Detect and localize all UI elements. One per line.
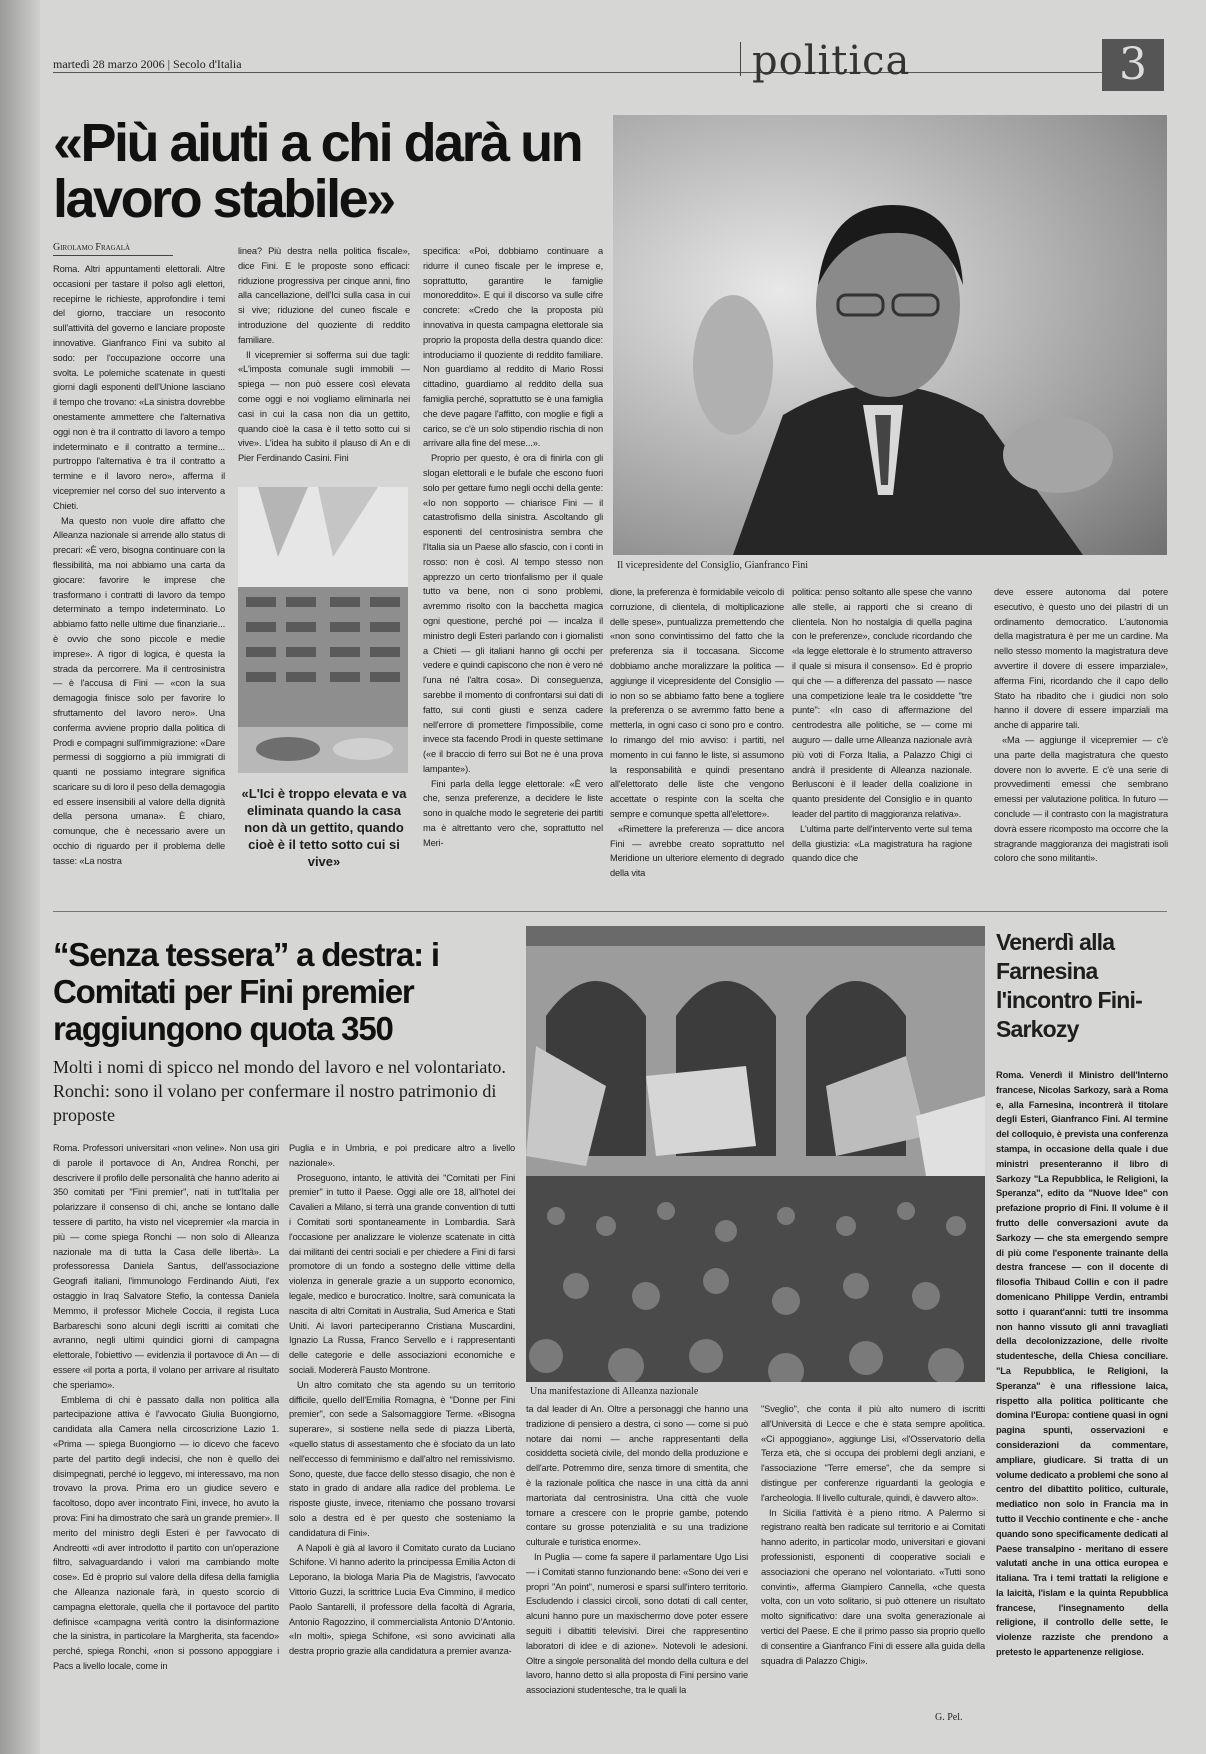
page-number: 3 [1102,39,1164,91]
date: martedì 28 marzo 2006 [53,57,165,71]
paragraph: In Puglia — come fa sapere il parlamentare Ugo Lisi — i Comitati stanno funzionando bene: «Sono dei veri e propri "An point", numerosi e sparsi sull'intero territorio. Escludendo i classici circoli, sono dotati di call center, alcuni hanno pure un maxischermo dove poter essere seguiti i dibattiti televisivi. Direi che rappresentino laboratori di idee e di azione». Notevoli le adesioni. Oltre a singole personalità del mondo della cultura e del lavoro, hanno detto sì alla proposta di Fini persino varie associazioni studentesche, tra le quali la [526,1551,748,1696]
paper-name: Secolo d'Italia [173,57,242,71]
article-column [761,1402,985,1707]
paragraph: Roma. Professori universitari «non veline». Non usa giri di parole il portavoce di An, Andrea Ronchi, per descrivere il profilo delle personalità che hanno aderito ai 350 comitati per "Fini premier", nati in tutt'Italia per polarizzare il consenso di chi, anche se lontano dalle tessere di partito, ha visto nel vicepremier «la marcia in più — come spiega Ronchi — non solo di Alleanza nazionale ma di tutta la Casa delle libertà». La professoressa Daniela Santus, dell'associazione Geografi italiani, l'immunologo Ferdinando Aiuti, l'ex ostaggio in Iraq Salvatore Stefio, la contessa Daniela Memmo, il professor Michele Coccia, il regista Luca Barbareschi sono alcuni degli iscritti ai comitati che avranno, negli ultimi quindici giorni di campagna elettorale, l'obiettivo — evidenzia il portavoce di An — di essere «il porta a porta, il volano per arrivare al risultato che speriamo». [53,1143,279,1390]
article-column [610,585,784,896]
byline: Girolamo Fragalà [53,242,173,256]
paragraph: dione, la preferenza è formidabile veicolo di corruzione, di clientela, di moltiplicazione delle spese», puntualizza premettendo che «non sono convintissimo del fatto che la preferenza sia il toccasana. Siccome dobbiamo anche moralizzare la politica — aggiunge il vicepresidente del Consiglio — io non so se abbiamo fatto bene a togliere la preferenza o se avremmo fatto bene a metterla, in ogni caso ci sono pro e contro. Io rimango del mio avviso: i partiti, nel momento in cui fanno le liste, si assumono la responsabilità e quindi presentano all'elettorato delle liste che vengono accettate o respinte con la scelta che sempre e comunque spetta all'elettore». [610,587,784,819]
photo-caption: Una manifestazione di Alleanza nazionale [530,1386,699,1397]
paragraph: «Ma — aggiunge il vicepremier — c'è una parte della magistratura che questo dovere non lo avverte. E c'è una serie di provvedimenti emessi che sembrano emessi per valutazione politica. In futuro — conclude — il contrasto con la magistratura dovrà essere ricomposto ma occorre che la stragrande maggioranza dei magistrati isoli coloro che sono militanti». [994,734,1168,864]
article-column [526,1402,748,1731]
paragraph: Roma. Altri appuntamenti elettorali. Altre occasioni per tastare il polso agli elettori, recepirne le richieste, approfondire i temi del giorno, tracciare un resoconto sull'attività del governo e lanciare proposte innovative. Gianfranco Fini va subito al sodo: per l'occupazione occorre una svolta. Le polemiche scatenate in questi giorni dagli esponenti dell'Unione lasciano il tempo che trovano: «La sinistra dovrebbe onestamente ammettere che l'alternativa oggi non è tra il contratto di lavoro a tempo indeterminato e il contratto a termine... purtroppo l'alternativa è tra il contratto a termine e il lavoro nero», afferma il vicepremier nel corso del suo intervento a Chieti. [53,264,225,511]
headline: «Più aiuti a chi darà un lavoro stabile» [53,113,582,229]
building-photo [238,487,408,773]
article-column [289,1141,515,1731]
paragraph: A Napoli è già al lavoro il Comitato curato da Luciano Schifone. Vi hanno aderito la principessa Emilia Acton di Leporano, la biologa Maria Pia de Magistris, l'avvocato Vittorio Guzzi, la scrittrice Lucia Eva Cimmino, il medico Paolo Santarelli, il professore della facoltà di Agraria, Antonio Ragozzino, il commercialista Antonio D'Antonio. «In molti», spiega Schifone, «si sono avvicinati alla destra proprio grazie alla candidatura a premier avanza- [289,1542,515,1657]
paragraph: In Sicilia l'attività è a pieno ritmo. A Palermo si registrano realtà ben radicate sul territorio e ai Comitati hanno aderito, in particolar modo, universitari e giovani professionisti, esponenti di cooperative sociali e associazioni che operano nel volontariato. «Tutti sono convinti», afferma Giampiero Cannella, «che questa volta, con un voto solitario, si può ottenere un risultato molto significativo: dare una svolta generazionale ai vertici del Paese. E che il primo passo sia proprio quello di consentire a Gianfranco Fini di essere alla guida della squadra di Palazzo Chigi». [761,1507,985,1666]
article-column [53,1141,279,1731]
fini-portrait-photo [613,115,1167,555]
sidebar-body [996,1068,1168,1680]
paragraph: "Sveglio", che conta il più alto numero di iscritti all'Università di Lecce e che è stata sempre apolitica. «Ci appoggiano», aggiunge Lisi, «l'Osservatorio della Terza età, che si occupa dei problemi degli anziani, e l'associazione "Terre emerse", che da sempre si distingue per conferenze riguardanti la geologia e l'archeologia. Il livello culturale, quindi, è davvero alto». [761,1404,985,1503]
paragraph: ta dal leader di An. Oltre a personaggi che hanno una tradizione di pensiero a destra, ci sono — come si può notare dai nomi — anche rappresentanti della cosiddetta società civile, del mondo della produzione e dell'arte. Potremmo dire, senza timore di smentita, che è la razionale politica che nasce in una città da anni martoriata dal centrosinistra. Una città che vuole tornare a crescere con le proprie gambe, potendo contare su grosse potenzialità e su una tradizione culturale e turistica enorme». [526,1404,748,1548]
paragraph: Roma. Venerdì il Ministro dell'Interno francese, Nicolas Sarkozy, sarà a Roma e, alla Farnesina, incontrerà il titolare degli Esteri, Gianfranco Fini. Al termine del colloquio, è prevista una conferenza stampa, in occasione della quale i due ministri presenteranno il libro di Sarkozy "La Repubblica, le Religioni, la Speranza", edito da "Nuove Idee" con prefazione proprio di Fini. Il volume è il frutto delle conversazioni avute da Sarkozy — che sta emergendo sempre di più come l'esponente trainante della destra francese — con il docente di filosofia Thibaud Collin e con il padre domenicano Philippe Verdin, entrambi sotto i quarant'anni: tutti tre insomma non hanno vissuto gli anni travagliati della decolonizzazione, delle rivolte studentesche, della Chiesa conciliare. "La Repubblica, le Religioni, la Speranza" è una riflessione laica, rispetto alla politica politicante che domina l'Europa: contiene quasi in ogni pagina spunti, osservazioni e considerazioni da commentare, ampliare, giudicare. Si tratta di un volume dedicato a problemi che sono al centro del dibattito politico, culturale, mediatico non solo in Francia ma in tutto il Vecchio continente e che - anche quando sono specificamente dedicati al Paese transalpino - meritano di essere valutati anche in una ottica europea e italiana. Tra i temi trattati la religione e la laicità, l'islam e la quinta Repubblica francese, l'insegnamento della religione, il controllo delle sette, le violenze razziste che prendono a pretesto le appartenenze religiose. [996,1070,1168,1658]
paragraph: Proprio per questo, è ora di finirla con gli slogan elettorali e le bufale che escono fuori solo per gettare fumo negli occhi della gente: «Io non sopporto — chiarisce Fini — il catastrofismo della sinistra. Ascoltando gli esponenti del centrosinistra sembra che l'Italia sia un Paese allo sfascio, con i conti in rosso: non è così. Al tempo stesso non apprezzo un certo trionfalismo per il quale tutto va bene, non ci sono problemi, avremmo risolto con la bacchetta magica ogni questione, perché poi — incalza il ministro degli Esteri parlando con i giornalisti a Chieti — gli italiani hanno gli occhi per vedere e quindi capiscono che non è vero né l'una né l'altra cosa». Di conseguenza, sarebbe il momento di confrontarsi sui dati di fatto, sui conti giusti e senza cadere nell'errore di promettere l'impossibile, come invece sta facendo Prodi in queste settimane («e il braccio di ferro sui Bot ne è una prova lampante»). [423,453,603,774]
paragraph: Il vicepremier si sofferma sui due tagli: «L'imposta comunale sugli immobili — spiega — non può essere così elevata come oggi e noi vogliamo eliminarla nei casi in cui la casa non dia un gettito, quando cioè la casa è il tetto sotto cui si vive». L'idea ha subito il plauso di An e di Pier Ferdinando Casini. Fini [238,349,410,464]
paragraph: Proseguono, intanto, le attività dei "Comitati per Fini premier" in tutto il Paese. Oggi alle ore 18, all'hotel dei Cavalieri a Milano, si terrà una grande convention di tutti i Comitati sorti spontaneamente in Lombardia. Sarà l'occasione per analizzare le violenze scatenate in città dai militanti dei centri sociali e per chiedere a Fini di farsi promotore di un fondo a sostegno delle vittime della violenza in generale grazie a un supporto economico, legale, medico e burocratico. Inoltre, sarà comunicata la nascita di altri Comitati in Australia, Sud America e Stati Uniti. Ai lavori parteciperanno Cristiana Muscardini, Ignazio La Russa, Franco Servello e i rappresentanti delle categorie e delle associazioni economiche e sociali. Modererà Fausto Montrone. [289,1172,515,1375]
paragraph: Fini parla della legge elettorale: «È vero che, senza preferenze, a decidere le liste sono in qualche modo le segreterie dei partiti ma è altrettanto vero che, soprattutto nel Meri- [423,778,603,848]
paragraph: L'ultima parte dell'intervento verte sul tema della giustizia: «La magistratura ha ragione quando dice che [792,823,972,864]
author-signature: G. Pel. [935,1712,963,1723]
header-rule [53,72,1103,73]
article-column [423,244,603,896]
paragraph: linea? Più destra nella politica fiscale», dice Fini. E le proposte sono efficaci: riduzione progressiva per cinque anni, fino alla cancellazione, dell'Ici sulla casa in cui si vive; riduzione del cuneo fiscale e introduzione del quoziente di reddito familiare. [238,246,410,345]
header-divider [740,42,741,76]
paragraph: Ma questo non vuole dire affatto che Alleanza nazionale si arrende allo status di precari: «È vero, bisogna continuare con la flessibilità, ma noi abbiamo una carta da giocare: favorire le imprese che trasformano i contratti di lavoro da tempo determinato a tempo indeterminato. Lo abbiamo fatto nelle ultime due finanziarie... è ovvio che sono piccole e medie imprese». A rigor di logica, è questa la strada da percorrere. Ma il centrosinistra — è l'accusa di Fini — «con la sua demagogia finisce solo per favorire lo sfruttamento del lavoro nero». Una conferma avviene proprio dalla politica di Prodi e compagni sull'immigrazione: «Dare permessi di soggiorno a più immigrati di quanti ne possiamo integrare significa scaricare su di loro il peso della demagogia ed essere insensibili al valore della dignità della persona umana». È chiaro, comunque, che è necessario avere un occhio di riguardo per il problema delle tasse: «La nostra [53,515,225,866]
article-column [53,262,225,896]
section-divider [53,911,1167,912]
paragraph: «Rimettere la preferenza — dice ancora Fini — avrebbe creato soprattutto nel Meridione un ulteriore elemento di degrado della vita [610,823,784,879]
article-column [792,585,972,896]
rally-crowd-photo [526,926,985,1382]
paragraph: deve essere autonoma dal potere esecutivo, è questo uno dei pilastri di un ordinamento democratico. L'autonomia della magistratura è per me un cardine. Ma nello stesso momento la magistratura deve avvertire il dovere di essere imparziale», afferma Fini, ricordando che il capo dello Stato ha ribadito che i giudici non solo hanno il dovere di essere imparziali ma anche di apparire tali. [994,587,1168,731]
headline: “Senza tessera” a destra: i Comitati per Fini premier raggiungono quota 350 [53,936,439,1047]
paragraph: specifica: «Poi, dobbiamo continuare a ridurre il cuneo fiscale per le imprese e, soprattutto, garantire le famiglie monoreddito». E qui il discorso va sulle cifre concrete: «Credo che la proposta più innovativa in questa campagna elettorale sia proprio la proposta della destra quando dice: introduciamo il quoziente di reddito familiare. Non guardiamo al reddito di Mario Rossi cittadino, guardiamo al reddito della sua famiglia perché, soprattutto se è una famiglia che deve pagare l'affitto, con moglie e figli a carico, se c'è un solo stipendio rischia di non arrivare alla fine del mese...». [423,246,603,449]
paragraph: Emblema di chi è passato dalla non politica alla partecipazione attiva è l'avvocato Giulia Buongiorno, candidata alla Camera nella circoscrizione Lazio 1. «Prima — spiega Buongiorno — io dicevo che facevo parte del partito degli indecisi, che non è quello dei disimpegnati, perché io leggevo, mi interessavo, ma non trovavo la prova. Prima ero un giudice severo e facoltoso, dopo aver incontrato Fini, invece, ho avuto la prova: Fini ha dimostrato che sarà un grande premier». Il merito del ministro degli Esteri è per l'avvocato di Andreotti «di aver introdotto il partito con un'operazione filtro, salvaguardando i valori ma cambiando molte cose». Ed è proprio sul valore della difesa della famiglia che Alleanza nazionale farà, in questo scorcio di campagna elettorale, quella che il portavoce del partito definisce «campagna verità contro la disinformazione che la sinistra, in particolare la Margherita, sta facendo» perché, spiega Ronchi, «non si possono appoggiare i Pacs a livello locale, come in [53,1394,279,1671]
article-column [994,585,1168,896]
subheadline: Molti i nomi di spicco nel mondo del lavoro e nel volontariato. Ronchi: sono il volano per confermare il nostro patrimonio di proposte [53,1057,506,1125]
paragraph: Puglia e in Umbria, e poi predicare altro a livello nazionale». [289,1143,515,1168]
section-title: politica [752,38,911,84]
scan-edge [0,0,40,1754]
masthead-date: martedì 28 marzo 2006 | Secolo d'Italia [53,57,242,71]
sidebar-headline: Venerdì alla Farnesina l'incontro Fini-Sarkozy [996,929,1142,1042]
photo-caption: Il vicepresidente del Consiglio, Gianfranco Fini [617,560,809,571]
article-column [238,244,410,480]
paragraph: Un altro comitato che sta agendo su un territorio difficile, quello dell'Emilia Romagna, è "Donne per Fini premier", con sede a Salsomaggiore Terme. «Bisogna superare», si sostiene nella sede di piazza Libertà, «quello status di assestamento che è sfociato da un lato nell'eccesso di femminismo e dall'altro nel remissivismo. Sono, queste, due facce dello stesso disagio, che non è stato in grado di andare alla radice del problema. Le risposte giuste, invece, riteniamo che possano trovarsi solo a destra ed è per questo che sosteniamo la candidatura di Fini». [289,1379,515,1538]
paragraph: politica: penso soltanto alle spese che vanno alle stelle, ai rapporti che si creano di clientela. Non ho nostalgia di quella pagina con le preferenze», conclude ricordando che «la legge elettorale è lo strumento attraverso il quale si misura il consenso». Ed è proprio qui che — a differenza del passato — nasce una competizione leale tra le cosiddette "tre punte": «In caso di affermazione del centrodestra alle politiche, se — come mi auguro — dalle urne Alleanza nazionale avrà più voti di Forza Italia, a Palazzo Chigi ci andrà il presidente di Alleanza nazionale. Berlusconi è il leader della coalizione in quanto presidente del Consiglio e in quanto leader del partito di maggioranza relativa». [792,587,972,819]
pull-quote: «L'Ici è troppo elevata e va eliminata quando la casa non dà un gettito, quando cioè è il tetto sotto cui si vive» [241,786,407,869]
